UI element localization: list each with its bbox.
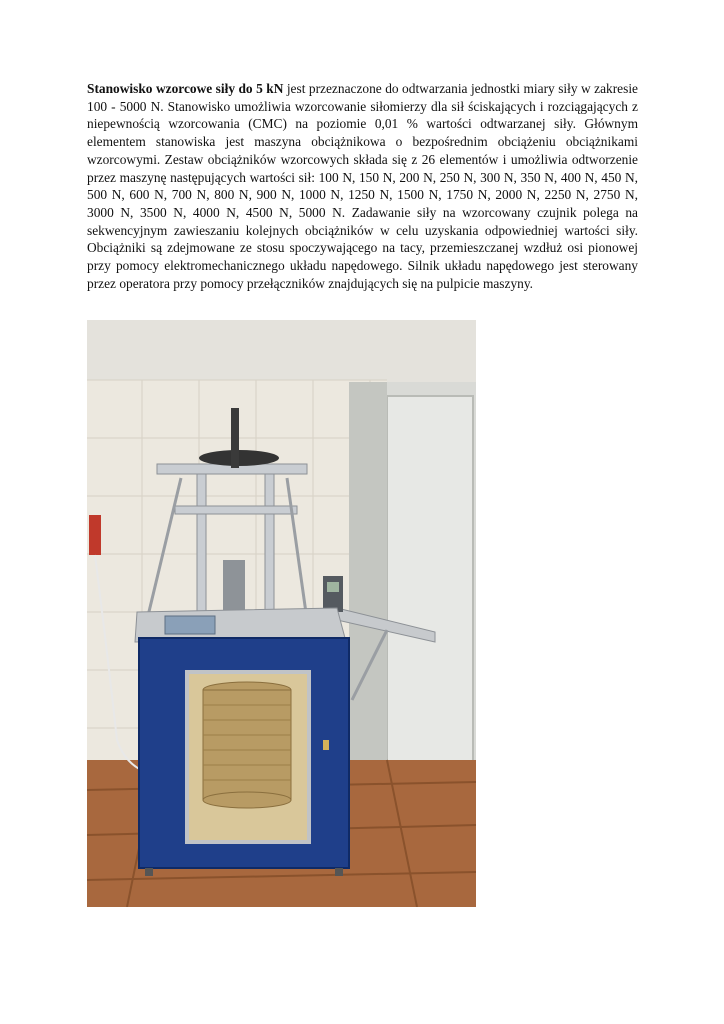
machine-photo <box>87 320 476 907</box>
description-paragraph <box>87 80 638 292</box>
paragraph-body: jest przeznaczone do odtwarzania jednostki miary siły w zakresie 100 - 5000 N. Stanowisko umożliwia wzorcowanie siłomierzy dla sił ściskających i rozciągających z niepewnością wzorcowania (CMC) na poziomie 0,01 % wartości odtwarzanej siły. Głównym elementem stanowiska jest maszyna obciążnikowa o bezpośrednim obciążeniu obciążnikami wzorcowymi. Zestaw obciążników wzorcowych składa się z 26 elementów i umożliwia odtworzenie przez maszynę następujących wartości sił: 100 N, 150 N, 200 N, 250 N, 300 N, 350 N, 400 N, 450 N, 500 N, 600 N, 700 N, 800 N, 900 N, 1000 N, 1250 N, 1500 N, 1750 N, 2000 N, 2250 N, 2750 N, 3000 N, 3500 N, 4000 N, 4500 N, 5000 N. Zadawanie siły na wzorcowany czujnik polega na sekwencyjnym zawieszaniu kolejnych obciążników w celu uzyskania odpowiedniej wartości siły. Obciążniki są zdejmowane ze stosu spoczywającego na tacy, przemieszczanej wzdłuż osi pionowej przy pomocy elektromechanicznego układu napędowego. Silnik układu napędowego jest sterowany przez operatora przy pomocy przełączników znajdujących się na pulpicie maszyny. <box>87 81 638 291</box>
paragraph-lead: Stanowisko wzorcowe siły do 5 kN <box>87 81 284 96</box>
